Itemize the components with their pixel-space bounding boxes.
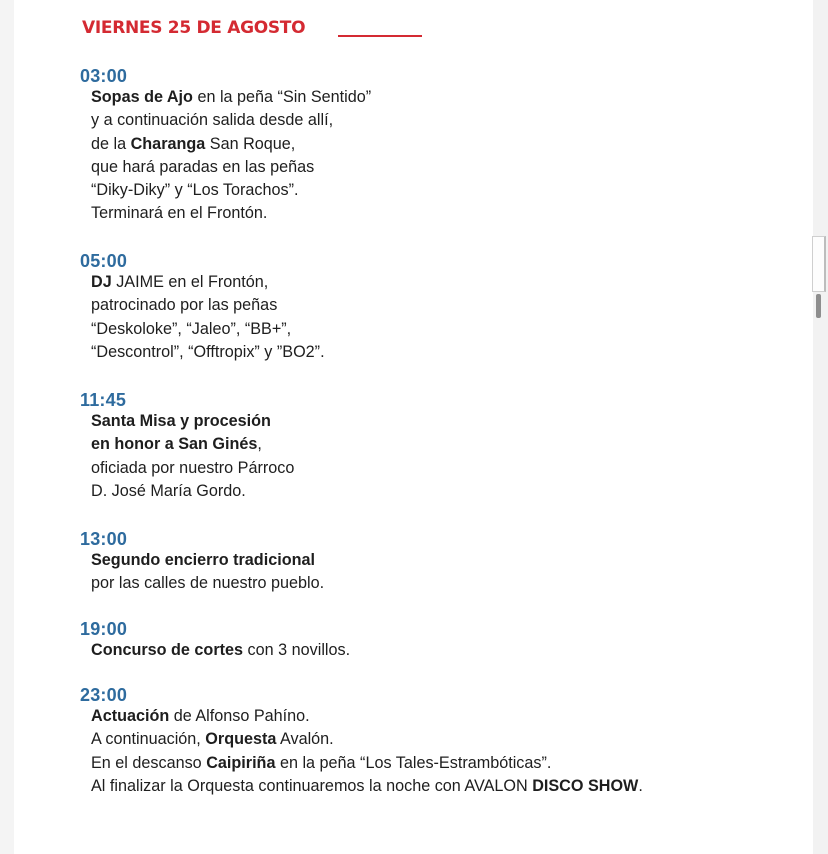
text: A continuación, [91, 730, 206, 749]
text: Avalón. [276, 730, 334, 749]
text: San Roque, [205, 134, 296, 153]
text: En el descanso [91, 753, 207, 772]
text: por las calles de nuestro pueblo. [91, 574, 325, 593]
event-time: 11:45 [80, 390, 127, 410]
bold-text: Concurso de cortes [91, 641, 244, 659]
event-description [91, 410, 294, 503]
text: con 3 novillos. [243, 641, 351, 659]
description-line [91, 728, 643, 751]
description-line [91, 775, 643, 798]
event-time: 05:00 [80, 251, 128, 271]
text: en la peña “Los Tales-Estrambóticas”. [275, 753, 552, 772]
text: de la [91, 134, 131, 153]
event-time: 23:00 [80, 685, 128, 705]
bold-text: Santa Misa y procesión [91, 412, 271, 430]
event-time: 03:00 [80, 66, 128, 86]
description-line [91, 433, 294, 456]
description-line [91, 318, 325, 341]
text: de Alfonso Pahíno. [169, 707, 310, 725]
description-line [91, 457, 294, 480]
text: . [638, 776, 643, 795]
scrollbar-thumb[interactable] [816, 294, 821, 318]
bold-text: Actuación [91, 707, 170, 725]
event-1300 [80, 529, 324, 596]
text: JAIME en el Frontón, [111, 273, 269, 291]
event-description [91, 549, 324, 596]
text: “Descontrol”, “Offtropix” y ”BO2”. [91, 342, 325, 361]
scrollbar-track[interactable] [813, 0, 828, 854]
event-1145 [80, 390, 294, 503]
text: “Deskoloke”, “Jaleo”, “BB+”, [91, 319, 292, 338]
bold-text: Orquesta [205, 730, 277, 749]
text: D. José María Gordo. [91, 481, 246, 500]
bold-text: Caipiriña [206, 753, 276, 772]
text: Al finalizar la Orquesta continuaremos la noche con AVALON [91, 776, 533, 795]
text: Terminará en el Frontón. [91, 204, 268, 223]
description-line [91, 179, 371, 202]
bold-text: DJ [91, 273, 112, 291]
description-line [91, 341, 325, 364]
document-page [14, 0, 813, 854]
text: y a continuación salida desde allí, [91, 111, 334, 130]
bold-text: en honor a San Ginés [91, 435, 258, 454]
description-line [91, 133, 371, 156]
page-indicator-box [812, 236, 826, 292]
description-line [91, 156, 371, 179]
description-line [91, 572, 324, 595]
bold-text: Sopas de Ajo [91, 88, 193, 106]
text: en la peña “Sin Sentido” [192, 88, 372, 106]
text: oficiada por nuestro Párroco [91, 458, 295, 477]
event-description [91, 705, 643, 798]
bold-text: Charanga [130, 134, 206, 153]
bold-text: Segundo encierro tradicional [91, 551, 315, 569]
event-time: 13:00 [80, 529, 128, 549]
text: patrocinado por las peñas [91, 296, 278, 315]
event-1900 [80, 619, 350, 662]
description-line [91, 271, 325, 294]
description-line [91, 705, 643, 728]
event-description [91, 86, 371, 226]
event-description [91, 271, 325, 364]
event-2300 [80, 685, 643, 798]
description-line [91, 480, 294, 503]
description-line [91, 752, 643, 775]
description-line [91, 202, 371, 225]
bold-text: DISCO SHOW [532, 776, 639, 795]
description-line [91, 639, 350, 662]
day-heading: VIERNES 25 DE AGOSTO [82, 18, 306, 38]
text: que hará paradas en las peñas [91, 157, 315, 176]
description-line [91, 294, 325, 317]
description-line [91, 410, 294, 433]
event-description [91, 639, 350, 662]
description-line [91, 549, 324, 572]
event-0300 [80, 66, 371, 226]
heading-underline [338, 35, 422, 37]
event-0500 [80, 251, 325, 364]
description-line [91, 109, 371, 132]
event-time: 19:00 [80, 619, 128, 639]
text: , [257, 435, 262, 454]
text: “Diky-Diky” y “Los Torachos”. [91, 181, 299, 200]
description-line [91, 86, 371, 109]
